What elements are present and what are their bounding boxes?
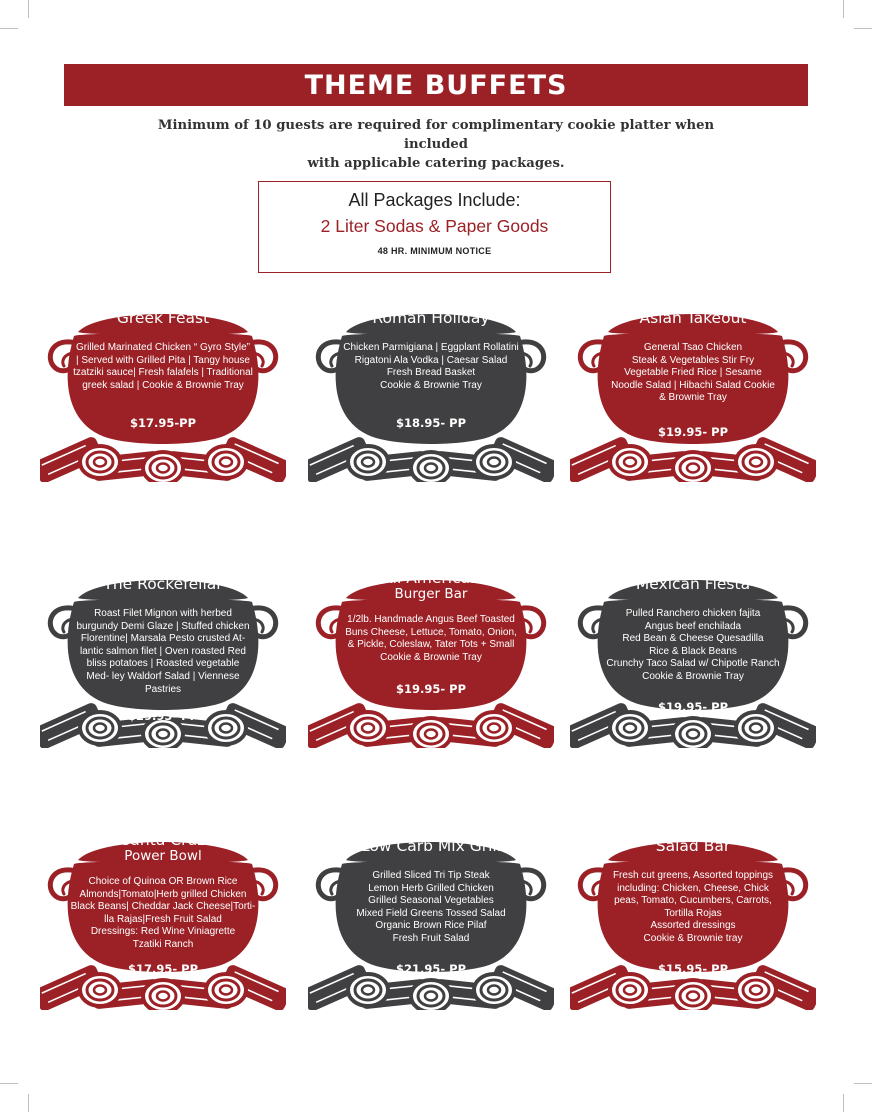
menu-item-line: Noodle Salad | Hibachi Salad Cookie [611, 379, 775, 391]
buffet-card [570, 830, 816, 1010]
menu-item-line: bliss potatoes | Roasted vegetable [86, 658, 240, 670]
buffet-menu-items [68, 876, 258, 952]
menu-item-line: Grilled Seasonal Vegetables [368, 895, 494, 907]
menu-item-line: & Brownie Tray [659, 392, 727, 404]
menu-item-line: Rice & Black Beans [649, 645, 737, 657]
buffet-card [40, 302, 286, 482]
buffet-price: $29.95- PP [127, 709, 198, 723]
menu-item-line: Rigatoni Ala Vodka | Caesar Salad [354, 354, 508, 366]
menu-item-line: Buns Cheese, Lettuce, Tomato, Onion, [345, 626, 517, 638]
menu-item-line: Cookie & Brownie Tray [380, 379, 482, 391]
notice-line: Minimum of 10 guests are required for complimentary cookie platter when included [157, 118, 715, 152]
buffet-name [308, 570, 554, 602]
menu-item-line: Tortilla Rojas [664, 907, 722, 919]
menu-item-line: Steak & Vegetables Stir Fry [631, 354, 755, 366]
crop-mark [28, 0, 29, 18]
buffet-name-line: Salad Bar [655, 837, 731, 855]
buffet-menu-items [336, 870, 526, 946]
packages-include-box [258, 181, 611, 273]
buffet-price: $21.95- PP [395, 962, 466, 976]
buffet-name [570, 310, 816, 326]
menu-item-line: Fresh Fruit Salad [392, 932, 470, 944]
buffet-card [40, 568, 286, 748]
menu-item-line: General Tsao Chicken [643, 342, 743, 353]
buffet-price: $17.95- PP [127, 962, 198, 976]
buffet-card [308, 568, 554, 748]
buffet-name-line: Low Carb Mix Grill [361, 837, 501, 855]
buffet-card [570, 568, 816, 748]
buffet-name-line: Santa Cruz [120, 831, 206, 849]
menu-item-line: burgundy Demi Glaze | Stuffed chicken [76, 620, 250, 632]
menu-item-line: Pulled Ranchero chicken fajita [625, 608, 761, 619]
buffet-menu-items [68, 342, 258, 392]
menu-item-line: Red Bean & Cheese Quesadilla [622, 633, 764, 645]
menu-item-line: lantic salmon filet | Oven roasted Red [79, 645, 246, 657]
buffet-name-line: Roman Holiday [372, 309, 490, 327]
menu-item-line: Grilled Marinated Chicken “ Gyro Style” [76, 342, 250, 353]
notice-line: with applicable catering packages. [307, 156, 565, 171]
packages-heading: All Packages Include: [348, 190, 521, 210]
buffet-price: $19.95- PP [395, 682, 466, 696]
buffet-name-line: Greek Feast [116, 309, 210, 327]
buffet-card [570, 302, 816, 482]
menu-item-line: Cookie & Brownie Tray [642, 670, 744, 682]
menu-item-line: Mixed Field Greens Tossed Salad [356, 907, 506, 919]
buffet-name-line: All American [382, 569, 480, 587]
buffet-name [40, 832, 286, 864]
crop-mark [843, 0, 844, 18]
menu-item-line: Assorted dressings [650, 920, 736, 932]
title-banner [64, 64, 808, 106]
buffet-price: $15.95- PP [657, 962, 728, 976]
buffet-price: $19.95- PP [657, 700, 728, 714]
menu-item-line: Dressings: Red Wine Viniagrette [90, 926, 236, 938]
buffet-card [40, 830, 286, 1010]
buffet-name [40, 310, 286, 326]
buffet-menu-items [336, 342, 526, 392]
menu-item-line: Chicken Parmigiana | Eggplant Rollatini [343, 342, 519, 353]
buffet-name [40, 576, 286, 592]
menu-item-line: Lemon Herb Grilled Chicken [368, 882, 494, 894]
menu-item-line: | Served with Grilled Pita | Tangy house [76, 354, 250, 366]
crop-mark [854, 1083, 872, 1084]
buffet-name [570, 576, 816, 592]
buffet-price: $18.95- PP [395, 416, 466, 430]
menu-item-line: including: Chicken, Cheese, Chick [617, 882, 769, 894]
buffet-menu-items [598, 342, 788, 405]
crop-mark [28, 1094, 29, 1112]
menu-item-line: Fresh cut greens, Assorted toppings [612, 870, 774, 881]
menu-item-line: greek salad | Cookie & Brownie Tray [82, 379, 244, 391]
buffet-price: $17.95-PP [129, 416, 196, 430]
crop-mark [843, 1094, 844, 1112]
crop-mark [0, 28, 18, 29]
minimum-notice: 48 HR. MINIMUM NOTICE [377, 246, 492, 256]
menu-item-line: lla Rajas|Fresh Fruit Salad [104, 913, 222, 925]
menu-item-line: Choice of Quinoa OR Brown Rice [88, 876, 238, 887]
buffet-menu-items [68, 608, 258, 696]
buffet-menu-items [598, 608, 788, 684]
menu-item-line: Almonds|Tomato|Herb grilled Chicken [79, 888, 247, 900]
menu-item-line: peas, Tomato, Cucumbers, Carrots, [614, 895, 772, 907]
buffet-menu-items [336, 614, 526, 664]
menu-item-line: Cookie & Brownie Tray [380, 651, 482, 663]
packages-included-items: 2 Liter Sodas & Paper Goods [320, 216, 549, 236]
buffet-name-line: Mexican Fiesta [635, 575, 751, 593]
crop-mark [854, 28, 872, 29]
buffet-name [570, 838, 816, 854]
menu-item-line: Roast Filet Mignon with herbed [94, 608, 232, 619]
menu-item-line: Pastries [144, 683, 182, 695]
menu-item-line: Cookie & Brownie tray [643, 932, 743, 944]
buffet-name-line: The Rockefellar [103, 575, 223, 593]
crop-mark [0, 1083, 18, 1084]
menu-item-line: Florentine| Marsala Pesto crusted At- [80, 633, 246, 645]
menu-item-line: Angus beef enchilada [644, 620, 742, 632]
menu-item-line: Grilled Sliced Tri Tip Steak [372, 870, 490, 881]
menu-item-line: tzatziki sauce| Fresh falafels | Traditional [73, 367, 253, 379]
buffet-name-line: Power Bowl [124, 848, 202, 864]
buffet-name-line: Burger Bar [394, 586, 468, 602]
buffet-name [308, 838, 554, 854]
menu-item-line: Tzatiki Ranch [132, 938, 194, 950]
guest-notice [140, 116, 732, 173]
buffet-price: $19.95- PP [657, 425, 728, 439]
buffet-name [308, 310, 554, 326]
buffet-name-line: Asian Takeout [639, 309, 747, 327]
menu-item-line: Black Beans| Cheddar Jack Cheese|Torti- [70, 901, 256, 913]
menu-item-line: Crunchy Taco Salad w/ Chipotle Ranch [606, 658, 780, 670]
menu-item-line: Organic Brown Rice Pilaf [375, 920, 487, 932]
menu-item-line: Vegetable Fried Rice | Sesame [624, 367, 762, 379]
menu-item-line: & Pickle, Coleslaw, Tater Tots + Small [347, 639, 515, 651]
page-title: THEME BUFFETS [304, 69, 568, 101]
menu-item-line: Fresh Bread Basket [386, 367, 476, 379]
menu-item-line: Med- ley Waldorf Salad | Viennese [86, 670, 240, 682]
buffet-card [308, 302, 554, 482]
buffet-card [308, 830, 554, 1010]
menu-item-line: 1/2lb. Handmade Angus Beef Toasted [347, 614, 515, 625]
buffet-menu-items [598, 870, 788, 946]
